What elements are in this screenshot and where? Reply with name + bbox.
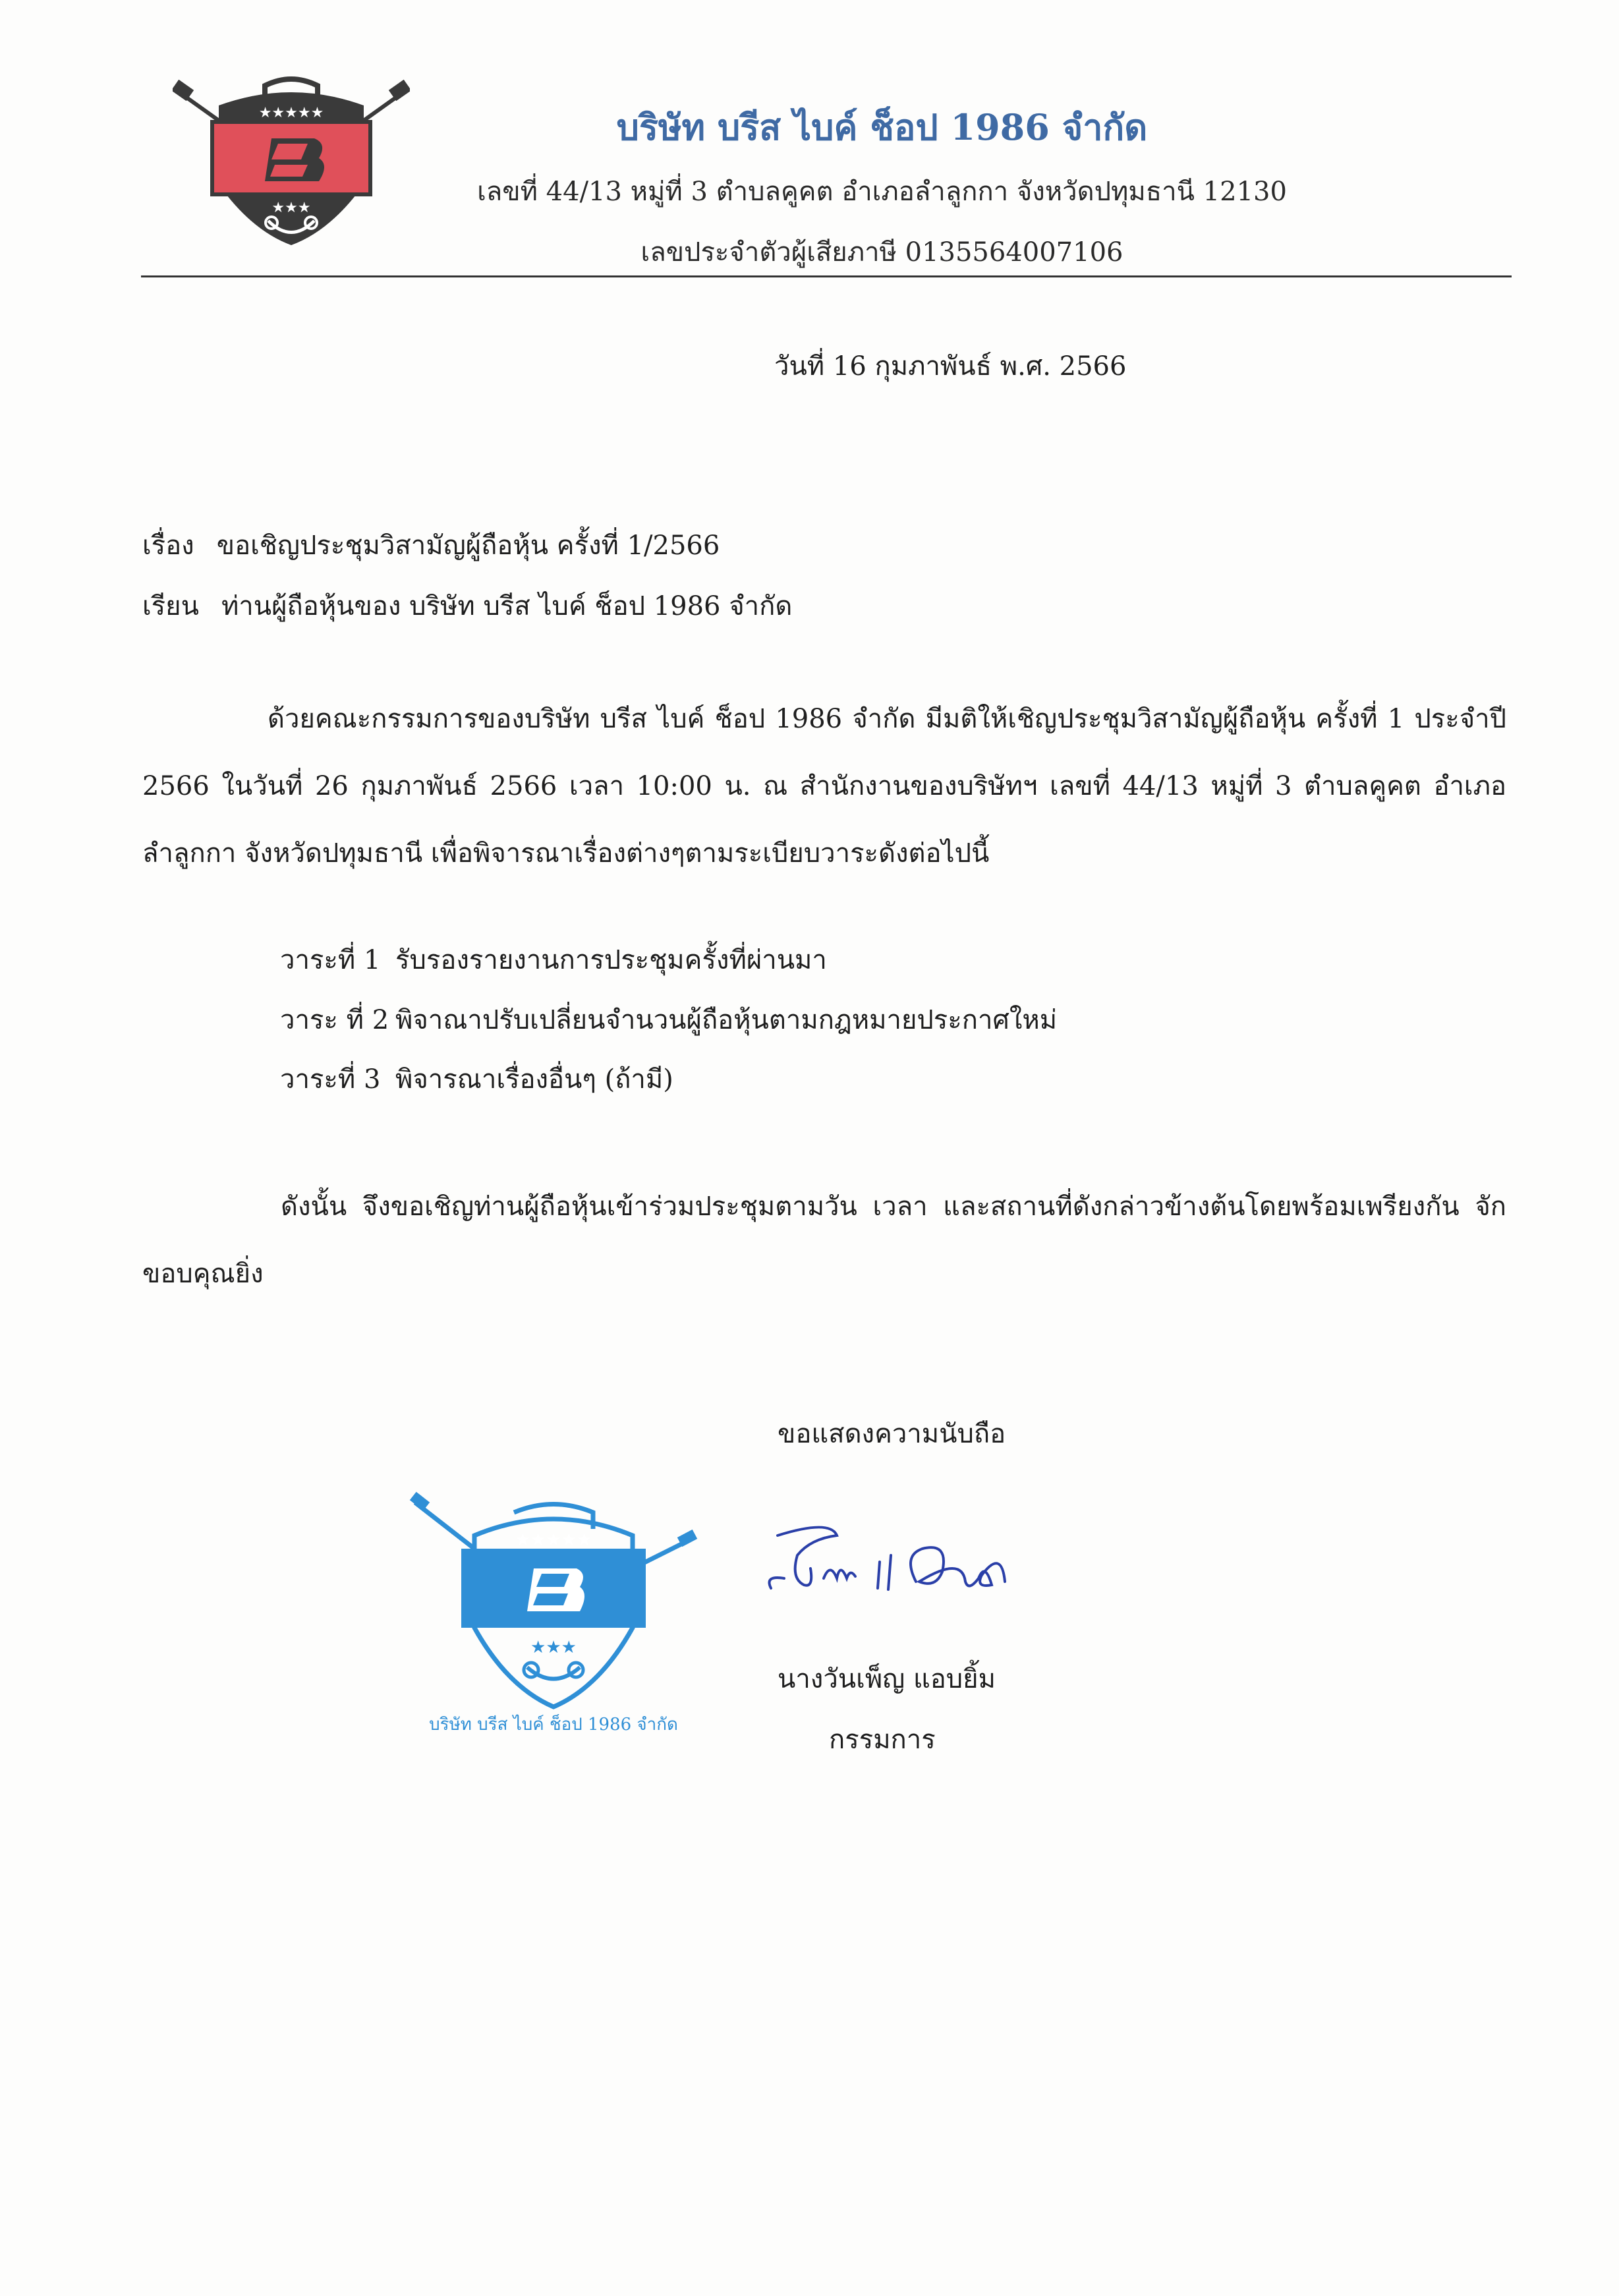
recipient-line [142, 585, 792, 627]
agenda-item [280, 938, 827, 981]
company-stamp-icon [402, 1476, 705, 1740]
letter-date: วันที่ 16 กุมภาพันธ์ พ.ศ. 2566 [774, 351, 1127, 382]
closing-paragraph: ดังนั้น จึงขอเชิญท่านผู้ถือหุ้นเข้าร่วมประชุมตามวัน เวลา และสถานที่ดังกล่าวข้างต้นโดยพร้อมเพรียงกัน จักขอบคุณยิ่ง [142, 1191, 1506, 1289]
header-divider [141, 275, 1512, 277]
svg-text:★★★★★: ★★★★★ [258, 105, 324, 121]
body-paragraph: ด้วยคณะกรรมการของบริษัท บรีส ไบค์ ช็อป 1986 จำกัด มีมติให้เชิญประชุมวิสามัญผู้ถือหุ้น ครั้งที่ 1 ประจำปี 2566 ในวันที่ 26 กุมภาพันธ์ 2566 เวลา 10:00 น. ณ สำนักงานของบริษัทฯ เลขที่ 44/13 หมู่ที่ 3 ตำบลคูคต อำเภอลำลูกกา จังหวัดปทุมธานี เพื่อพิจารณาเรื่องต่างๆตามระเบียบวาระดังต่อไปนี้ [142, 704, 1506, 869]
subject-label: เรื่อง [142, 531, 194, 561]
agenda-label: วาระที่ 1 [280, 945, 381, 975]
stamp-text: บริษัท บรีส ไบค์ ช็อป 1986 จำกัด [429, 1715, 678, 1735]
svg-text:★★★★★: ★★★★★ [515, 1530, 592, 1550]
signer-name: นางวันเพ็ญ แอบยิ้ม [778, 1664, 996, 1694]
company-tax-id: เลขประจำตัวผู้เสียภาษี 0135564007106 [640, 237, 1123, 268]
agenda-text: รับรองรายงานการประชุมครั้งที่ผ่านมา [395, 945, 827, 975]
recipient-label: เรียน [142, 591, 199, 621]
subject-text: ขอเชิญประชุมวิสามัญผู้ถือหุ้น ครั้งที่ 1/2566 [216, 531, 720, 561]
sign-off: ขอแสดงความนับถือ [778, 1419, 1006, 1449]
svg-text:★★★: ★★★ [271, 200, 311, 216]
agenda-item [280, 1058, 673, 1100]
signer-title: กรรมการ [829, 1725, 936, 1755]
agenda-label: วาระที่ 3 [280, 1064, 381, 1095]
svg-text:★★★: ★★★ [530, 1638, 577, 1657]
subject-line [142, 524, 720, 566]
shield-logo-icon [173, 66, 410, 250]
company-name: บริษัท บรีส ไบค์ ช็อป 1986 จำกัด [616, 106, 1148, 148]
recipient-text: ท่านผู้ถือหุ้นของ บริษัท บรีส ไบค์ ช็อป 1986 จำกัด [221, 591, 793, 621]
handwritten-signature [751, 1516, 1041, 1615]
agenda-text: พิจาณาปรับเปลี่ยนจำนวนผู้ถือหุ้นตามกฎหมายประกาศใหม่ [395, 1005, 1058, 1035]
agenda-text: พิจารณาเรื่องอื่นๆ (ถ้ามี) [395, 1064, 673, 1095]
agenda-item [280, 998, 1057, 1041]
company-address: เลขที่ 44/13 หมู่ที่ 3 ตำบลคูคต อำเภอลำลูกกา จังหวัดปทุมธานี 12130 [477, 177, 1287, 207]
agenda-label: วาระ ที่ 2 [280, 1005, 389, 1035]
